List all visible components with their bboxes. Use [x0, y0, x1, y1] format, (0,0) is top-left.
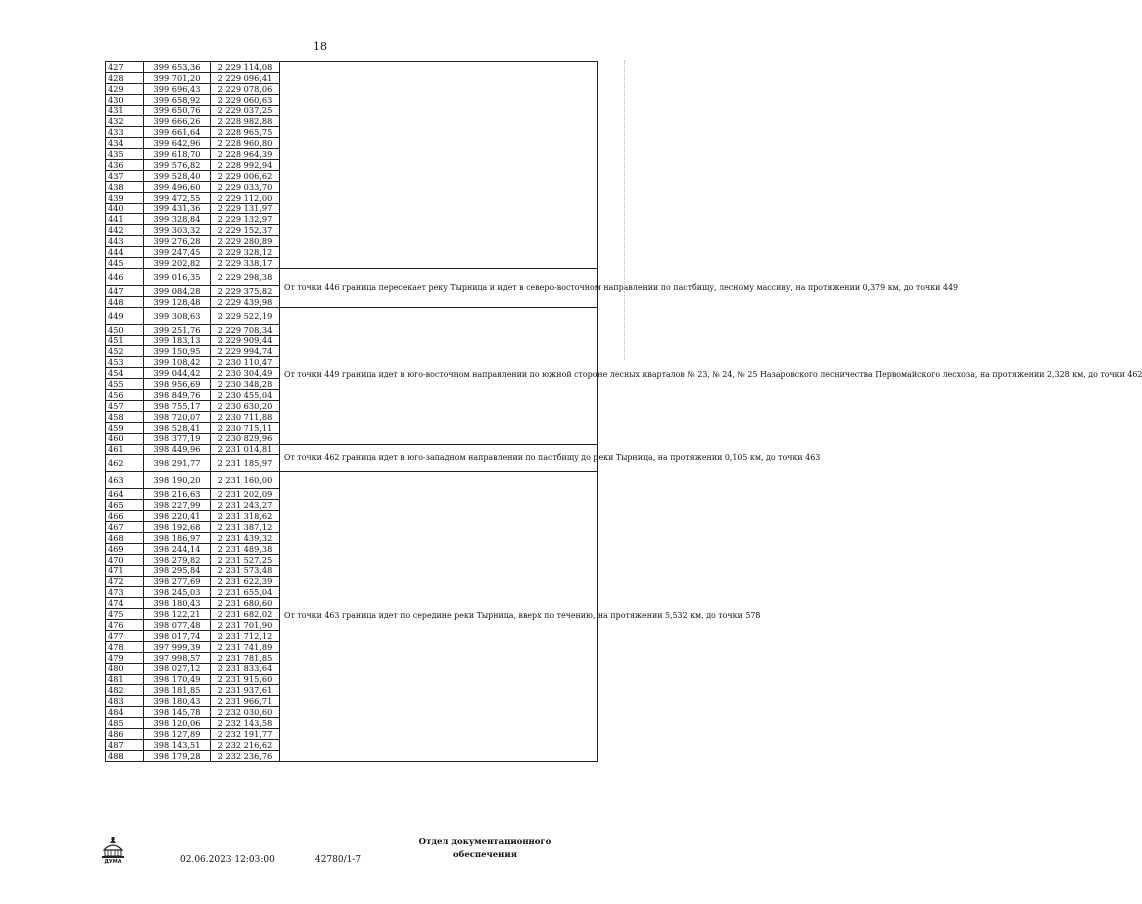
- point-number: 455: [106, 379, 144, 390]
- y-coordinate: 2 228 982,88: [211, 116, 280, 127]
- y-coordinate: 2 232 030,60: [211, 707, 280, 718]
- x-coordinate: 399 658,92: [144, 94, 211, 105]
- point-number: 470: [106, 554, 144, 565]
- point-number: 481: [106, 674, 144, 685]
- y-coordinate: 2 231 966,71: [211, 696, 280, 707]
- point-number: 437: [106, 170, 144, 181]
- y-coordinate: 2 229 037,25: [211, 105, 280, 116]
- table-row: [106, 307, 598, 324]
- y-coordinate: 2 232 216,62: [211, 739, 280, 750]
- y-coordinate: 2 228 964,39: [211, 149, 280, 160]
- y-coordinate: 2 231 014,81: [211, 444, 280, 455]
- y-coordinate: 2 229 131,97: [211, 203, 280, 214]
- x-coordinate: 398 245,03: [144, 587, 211, 598]
- point-number: 433: [106, 127, 144, 138]
- margin-marks: [624, 60, 631, 360]
- point-number: 442: [106, 225, 144, 236]
- point-number: 452: [106, 346, 144, 357]
- point-number: 428: [106, 72, 144, 83]
- point-number: 438: [106, 181, 144, 192]
- y-coordinate: 2 230 829,96: [211, 433, 280, 444]
- y-coordinate: 2 231 833,64: [211, 663, 280, 674]
- y-coordinate: 2 231 489,38: [211, 543, 280, 554]
- point-number: 451: [106, 335, 144, 346]
- y-coordinate: 2 229 114,08: [211, 62, 280, 73]
- point-number: 478: [106, 641, 144, 652]
- y-coordinate: 2 231 741,89: [211, 641, 280, 652]
- x-coordinate: 398 170,49: [144, 674, 211, 685]
- y-coordinate: 2 229 096,41: [211, 72, 280, 83]
- x-coordinate: 398 755,17: [144, 400, 211, 411]
- y-coordinate: 2 231 622,39: [211, 576, 280, 587]
- y-coordinate: 2 231 937,61: [211, 685, 280, 696]
- point-number: 465: [106, 500, 144, 511]
- x-coordinate: 399 044,42: [144, 368, 211, 379]
- y-coordinate: 2 231 712,12: [211, 630, 280, 641]
- y-coordinate: 2 230 630,20: [211, 400, 280, 411]
- point-number: 448: [106, 296, 144, 307]
- y-coordinate: 2 231 655,04: [211, 587, 280, 598]
- y-coordinate: 2 230 304,49: [211, 368, 280, 379]
- x-coordinate: 399 016,35: [144, 268, 211, 285]
- x-coordinate: 398 077,48: [144, 620, 211, 631]
- y-coordinate: 2 229 132,97: [211, 214, 280, 225]
- x-coordinate: 398 180,43: [144, 696, 211, 707]
- x-coordinate: 398 849,76: [144, 390, 211, 401]
- point-number: 443: [106, 236, 144, 247]
- point-number: 445: [106, 258, 144, 269]
- point-number: 474: [106, 598, 144, 609]
- point-number: 439: [106, 192, 144, 203]
- y-coordinate: 2 229 006,62: [211, 170, 280, 181]
- y-coordinate: 2 231 387,12: [211, 522, 280, 533]
- x-coordinate: 398 127,89: [144, 728, 211, 739]
- y-coordinate: 2 232 191,77: [211, 728, 280, 739]
- point-number: 482: [106, 685, 144, 696]
- point-number: 469: [106, 543, 144, 554]
- coordinates-table: [105, 61, 1142, 762]
- x-coordinate: 398 017,74: [144, 630, 211, 641]
- y-coordinate: 2 231 160,00: [211, 472, 280, 489]
- point-number: 449: [106, 307, 144, 324]
- point-number: 487: [106, 739, 144, 750]
- x-coordinate: 399 496,60: [144, 181, 211, 192]
- point-number: 434: [106, 138, 144, 149]
- x-coordinate: 399 303,32: [144, 225, 211, 236]
- boundary-description: [280, 472, 761, 761]
- x-coordinate: 399 084,28: [144, 285, 211, 296]
- point-number: 485: [106, 718, 144, 729]
- point-number: 453: [106, 357, 144, 368]
- x-coordinate: 398 279,82: [144, 554, 211, 565]
- point-number: 441: [106, 214, 144, 225]
- point-number: 466: [106, 511, 144, 522]
- document-number: 42780/1-7: [315, 855, 362, 865]
- description-text: От точки 449 граница идет в юго-восточном направлении по южной стороне лесных кварталов № 23, № 24, № 25 Назаровского лесничества Первомайского лесхоза, на протяжении 2,328 км, до точки 462: [284, 370, 1142, 380]
- x-coordinate: 398 027,12: [144, 663, 211, 674]
- x-coordinate: 398 277,69: [144, 576, 211, 587]
- x-coordinate: 399 308,63: [144, 307, 211, 324]
- x-coordinate: 398 220,41: [144, 511, 211, 522]
- x-coordinate: 398 291,77: [144, 455, 211, 472]
- x-coordinate: 399 618,70: [144, 149, 211, 160]
- x-coordinate: 398 145,78: [144, 707, 211, 718]
- x-coordinate: 398 216,63: [144, 489, 211, 500]
- x-coordinate: 397 999,39: [144, 641, 211, 652]
- y-coordinate: 2 228 992,94: [211, 160, 280, 171]
- point-number: 456: [106, 390, 144, 401]
- point-number: 486: [106, 728, 144, 739]
- point-number: 459: [106, 422, 144, 433]
- x-coordinate: 398 192,68: [144, 522, 211, 533]
- x-coordinate: 399 528,40: [144, 170, 211, 181]
- y-coordinate: 2 229 994,74: [211, 346, 280, 357]
- x-coordinate: 399 696,43: [144, 83, 211, 94]
- point-number: 477: [106, 630, 144, 641]
- y-coordinate: 2 231 243,27: [211, 500, 280, 511]
- description-text: От точки 462 граница идет в юго-западном направлении по пастбищу до реки Тырница, на протяжении 0,105 км, до точки 463: [284, 452, 821, 462]
- x-coordinate: 397 998,57: [144, 652, 211, 663]
- x-coordinate: 399 128,48: [144, 296, 211, 307]
- y-coordinate: 2 229 708,34: [211, 324, 280, 335]
- point-number: 473: [106, 587, 144, 598]
- x-coordinate: 398 143,51: [144, 739, 211, 750]
- x-coordinate: 398 180,43: [144, 598, 211, 609]
- point-number: 450: [106, 324, 144, 335]
- point-number: 479: [106, 652, 144, 663]
- x-coordinate: 399 576,82: [144, 160, 211, 171]
- y-coordinate: 2 230 348,28: [211, 379, 280, 390]
- table-row: [106, 444, 598, 455]
- point-number: 488: [106, 750, 144, 761]
- x-coordinate: 399 251,76: [144, 324, 211, 335]
- x-coordinate: 398 377,19: [144, 433, 211, 444]
- x-coordinate: 398 122,21: [144, 609, 211, 620]
- department-name: Отдел документационного обеспечения: [418, 837, 552, 860]
- point-number: 464: [106, 489, 144, 500]
- boundary-description: [280, 307, 1142, 444]
- description-text: От точки 463 граница идет по середине реки Тырница, вверх по течению, на протяжении 5,532 км, до точки 578: [284, 611, 761, 621]
- duma-seal-logo: [97, 836, 129, 864]
- x-coordinate: 399 150,95: [144, 346, 211, 357]
- x-coordinate: 399 666,26: [144, 116, 211, 127]
- y-coordinate: 2 230 110,47: [211, 357, 280, 368]
- point-number: 432: [106, 116, 144, 127]
- y-coordinate: 2 230 715,11: [211, 422, 280, 433]
- table-row: [106, 472, 598, 489]
- point-number: 440: [106, 203, 144, 214]
- point-number: 467: [106, 522, 144, 533]
- boundary-description: [280, 268, 958, 307]
- point-number: 454: [106, 368, 144, 379]
- point-number: 483: [106, 696, 144, 707]
- x-coordinate: 398 181,85: [144, 685, 211, 696]
- x-coordinate: 399 661,64: [144, 127, 211, 138]
- point-number: 463: [106, 472, 144, 489]
- boundary-description: [280, 62, 598, 269]
- stamp-datetime: 02.06.2023 12:03:00: [180, 855, 275, 865]
- page-number: 18: [313, 40, 327, 53]
- point-number: 446: [106, 268, 144, 285]
- y-coordinate: 2 229 439,98: [211, 296, 280, 307]
- boundary-description: [280, 444, 821, 472]
- y-coordinate: 2 228 960,80: [211, 138, 280, 149]
- y-coordinate: 2 228 965,75: [211, 127, 280, 138]
- y-coordinate: 2 230 711,88: [211, 411, 280, 422]
- y-coordinate: 2 231 781,85: [211, 652, 280, 663]
- y-coordinate: 2 229 909,44: [211, 335, 280, 346]
- point-number: 444: [106, 247, 144, 258]
- point-number: 458: [106, 411, 144, 422]
- y-coordinate: 2 231 318,62: [211, 511, 280, 522]
- y-coordinate: 2 231 680,60: [211, 598, 280, 609]
- x-coordinate: 399 247,45: [144, 247, 211, 258]
- x-coordinate: 399 276,28: [144, 236, 211, 247]
- point-number: 468: [106, 532, 144, 543]
- y-coordinate: 2 229 522,19: [211, 307, 280, 324]
- y-coordinate: 2 231 682,02: [211, 609, 280, 620]
- point-number: 430: [106, 94, 144, 105]
- x-coordinate: 399 701,20: [144, 72, 211, 83]
- y-coordinate: 2 229 060,63: [211, 94, 280, 105]
- y-coordinate: 2 229 112,00: [211, 192, 280, 203]
- y-coordinate: 2 232 143,58: [211, 718, 280, 729]
- x-coordinate: 398 295,84: [144, 565, 211, 576]
- x-coordinate: 398 179,28: [144, 750, 211, 761]
- x-coordinate: 398 449,96: [144, 444, 211, 455]
- x-coordinate: 398 227,99: [144, 500, 211, 511]
- point-number: 476: [106, 620, 144, 631]
- x-coordinate: 399 653,36: [144, 62, 211, 73]
- x-coordinate: 398 244,14: [144, 543, 211, 554]
- x-coordinate: 399 472,55: [144, 192, 211, 203]
- x-coordinate: 398 186,97: [144, 532, 211, 543]
- point-number: 472: [106, 576, 144, 587]
- y-coordinate: 2 231 701,90: [211, 620, 280, 631]
- point-number: 431: [106, 105, 144, 116]
- point-number: 461: [106, 444, 144, 455]
- x-coordinate: 398 720,07: [144, 411, 211, 422]
- y-coordinate: 2 232 236,76: [211, 750, 280, 761]
- y-coordinate: 2 231 439,32: [211, 532, 280, 543]
- y-coordinate: 2 229 298,38: [211, 268, 280, 285]
- y-coordinate: 2 231 573,48: [211, 565, 280, 576]
- y-coordinate: 2 229 328,12: [211, 247, 280, 258]
- y-coordinate: 2 231 202,09: [211, 489, 280, 500]
- description-text: От точки 446 граница пересекает реку Тырница и идет в северо-восточном направлении по пастбищу, лесному массиву, на протяжении 0,379 км, до точки 449: [284, 282, 958, 292]
- point-number: 484: [106, 707, 144, 718]
- y-coordinate: 2 229 033,70: [211, 181, 280, 192]
- table-row: [106, 268, 598, 285]
- x-coordinate: 399 183,13: [144, 335, 211, 346]
- point-number: 475: [106, 609, 144, 620]
- y-coordinate: 2 229 338,17: [211, 258, 280, 269]
- point-number: 447: [106, 285, 144, 296]
- table-row: [106, 62, 598, 73]
- y-coordinate: 2 231 185,97: [211, 455, 280, 472]
- x-coordinate: 398 120,06: [144, 718, 211, 729]
- x-coordinate: 398 956,69: [144, 379, 211, 390]
- point-number: 480: [106, 663, 144, 674]
- point-number: 471: [106, 565, 144, 576]
- y-coordinate: 2 231 527,25: [211, 554, 280, 565]
- x-coordinate: 399 642,96: [144, 138, 211, 149]
- point-number: 435: [106, 149, 144, 160]
- point-number: 436: [106, 160, 144, 171]
- x-coordinate: 398 190,20: [144, 472, 211, 489]
- y-coordinate: 2 229 280,89: [211, 236, 280, 247]
- y-coordinate: 2 229 375,82: [211, 285, 280, 296]
- point-number: 457: [106, 400, 144, 411]
- svg-text:ДУМА: ДУМА: [104, 859, 122, 865]
- y-coordinate: 2 229 078,06: [211, 83, 280, 94]
- x-coordinate: 398 528,41: [144, 422, 211, 433]
- y-coordinate: 2 231 915,60: [211, 674, 280, 685]
- x-coordinate: 399 328,84: [144, 214, 211, 225]
- x-coordinate: 399 108,42: [144, 357, 211, 368]
- y-coordinate: 2 230 455,04: [211, 390, 280, 401]
- point-number: 462: [106, 455, 144, 472]
- point-number: 429: [106, 83, 144, 94]
- point-number: 460: [106, 433, 144, 444]
- x-coordinate: 399 431,36: [144, 203, 211, 214]
- y-coordinate: 2 229 152,37: [211, 225, 280, 236]
- point-number: 427: [106, 62, 144, 73]
- x-coordinate: 399 650,76: [144, 105, 211, 116]
- x-coordinate: 399 202,82: [144, 258, 211, 269]
